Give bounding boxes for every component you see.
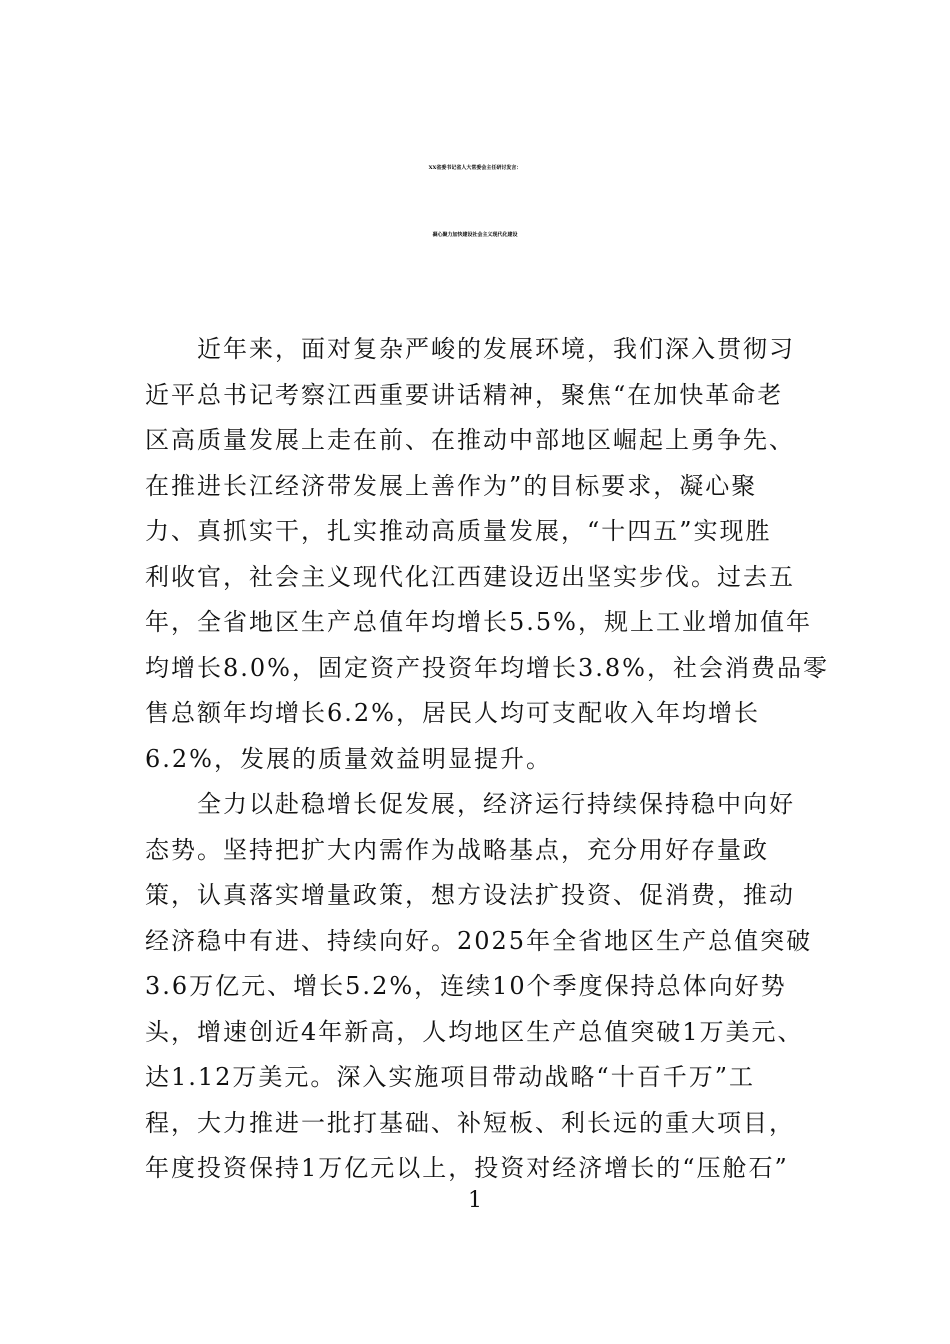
text-line: 年度投资保持1万亿元以上，投资对经济增长的“压舱石” [145, 1154, 789, 1182]
text-line: 均增长8.0%，固定资产投资年均增长3.8%，社会消费品零 [145, 653, 829, 682]
text-line: 程，大力推进一批打基础、补短板、利长远的重大项目， [145, 1108, 795, 1137]
document-title-line-2: 凝心聚力加快建设社会主义现代化建设 [432, 232, 518, 238]
paragraph-2 [145, 782, 813, 1192]
paragraph-1 [145, 327, 829, 782]
text-line: 6.2%，发展的质量效益明显提升。 [145, 744, 552, 773]
document-title-line-1: XX省委书记省人大常委会主任研讨发言： [428, 165, 522, 171]
text-line: 头，增速创近4年新高，人均地区生产总值突破1万美元、 [145, 1017, 804, 1046]
text-line: 近平总书记考察江西重要讲话精神，聚焦“在加快革命老 [145, 380, 784, 409]
text-line: 经济稳中有进、持续向好。2025年全省地区生产总值突破 [145, 926, 813, 955]
text-line: 策，认真落实增量政策，想方设法扩投资、促消费，推动 [145, 881, 795, 909]
text-line: 力、真抓实干，扎实推动高质量发展，“十四五”实现胜 [145, 517, 772, 545]
text-line: 售总额年均增长6.2%，居民人均可支配收入年均增长 [145, 699, 760, 727]
text-line: 年，全省地区生产总值年均增长5.5%，规上工业增加值年 [145, 608, 812, 636]
text-line: 3.6万亿元、增长5.2%，连续10个季度保持总体向好势 [145, 972, 787, 1000]
text-line: 区高质量发展上走在前、在推动中部地区崛起上勇争先、 [145, 426, 795, 454]
text-line: 利收官，社会主义现代化江西建设迈出坚实步伐。过去五 [145, 562, 795, 591]
text-line: 全力以赴稳增长促发展，经济运行持续保持稳中向好 [197, 790, 795, 818]
text-line: 在推进长江经济带发展上善作为”的目标要求，凝心聚 [145, 471, 758, 500]
page-number: 1 [468, 1188, 482, 1213]
text-line: 态势。坚持把扩大内需作为战略基点，充分用好存量政 [145, 835, 769, 864]
text-line: 达1.12万美元。深入实施项目带动战略“十百千万”工 [145, 1063, 755, 1091]
text-line: 近年来，面对复杂严峻的发展环境，我们深入贯彻习 [197, 335, 795, 363]
document-body [145, 327, 829, 1192]
